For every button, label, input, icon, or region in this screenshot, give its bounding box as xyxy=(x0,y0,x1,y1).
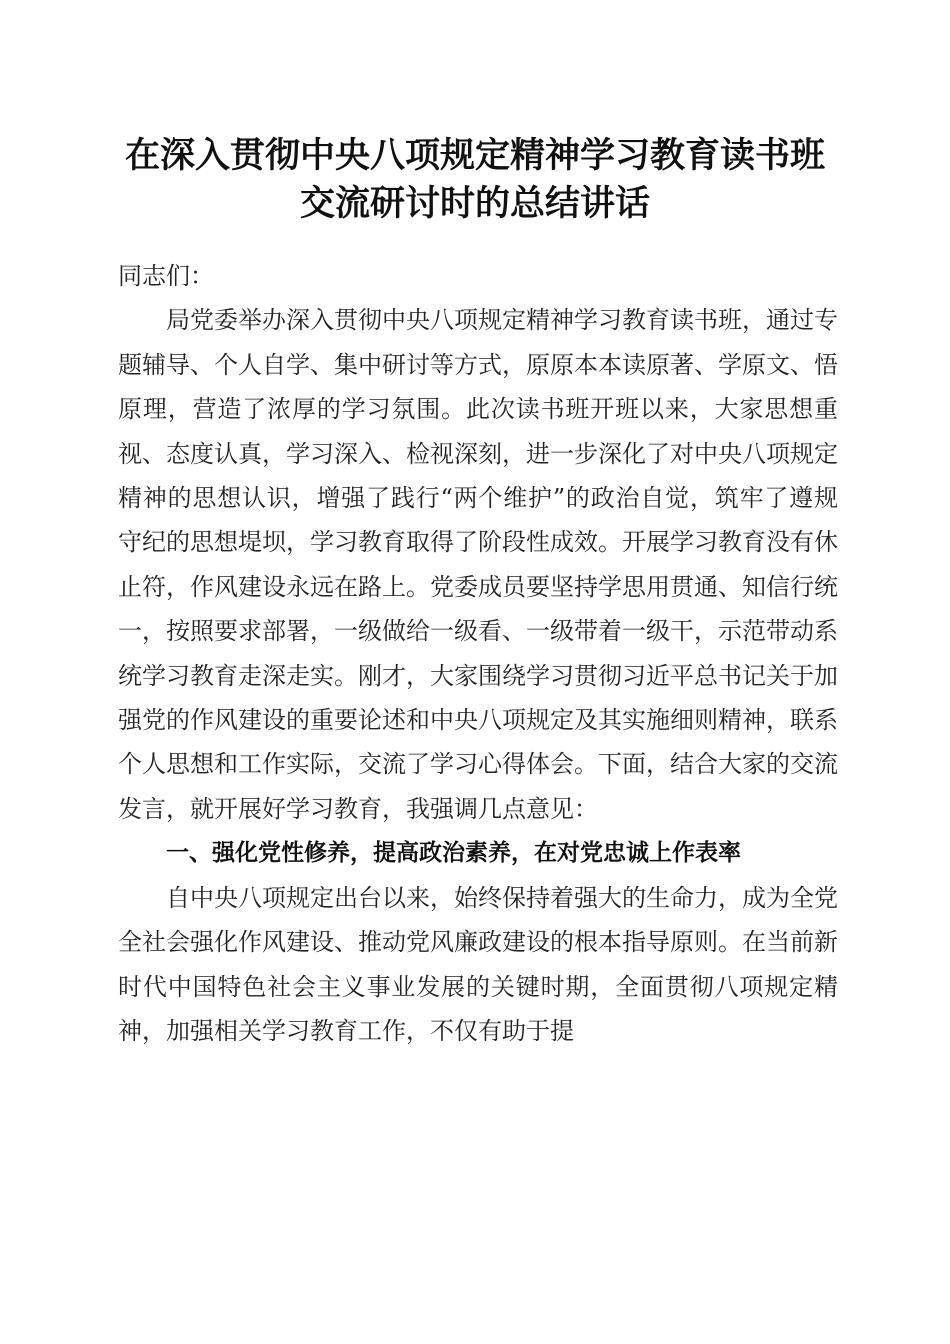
paragraph-1: 局党委举办深入贯彻中央八项规定精神学习教育读书班，通过专题辅导、个人自学、集中研讨等方式，原原本本读原著、学原文、悟原理，营造了浓厚的学习氛围。此次读书班开班以来，大家思想重视、态度认真，学习深入、检视深刻，进一步深化了对中央八项规定精神的思想认识，增强了践行“两个维护”的政治自觉，筑牢了遵规守纪的思想堤坝，学习教育取得了阶段性成效。开展学习教育没有休止符，作风建设永远在路上。党委成员要坚持学思用贯通、知信行统一，按照要求部署，一级做给一级看、一级带着一级干，示范带动系统学习教育走深走实。刚才，大家围绕学习贯彻习近平总书记关于加强党的作风建设的重要论述和中央八项规定及其实施细则精神，联系个人思想和工作实际，交流了学习心得体会。下面，结合大家的交流发言，就开展好学习教育，我强调几点意见： xyxy=(118,306,838,823)
salutation: 同志们： xyxy=(118,262,214,290)
paragraph-2: 自中央八项规定出台以来，始终保持着强大的生命力，成为全党全社会强化作风建设、推动党风廉政建设的根本指导原则。在当前新时代中国特色社会主义事业发展的关键时期，全面贯彻八项规定精神，加强相关学习教育工作，不仅有助于提 xyxy=(118,883,838,1045)
section-heading-1: 一、强化党性修养，提高政治素养，在对党忠诚上作表率 xyxy=(166,840,741,867)
document-body xyxy=(118,254,838,1053)
title-line-2: 交流研讨时的总结讲话 xyxy=(299,183,650,224)
document-title xyxy=(100,132,850,228)
title-line-1: 在深入贯彻中央八项规定精神学习教育读书班 xyxy=(124,135,825,176)
